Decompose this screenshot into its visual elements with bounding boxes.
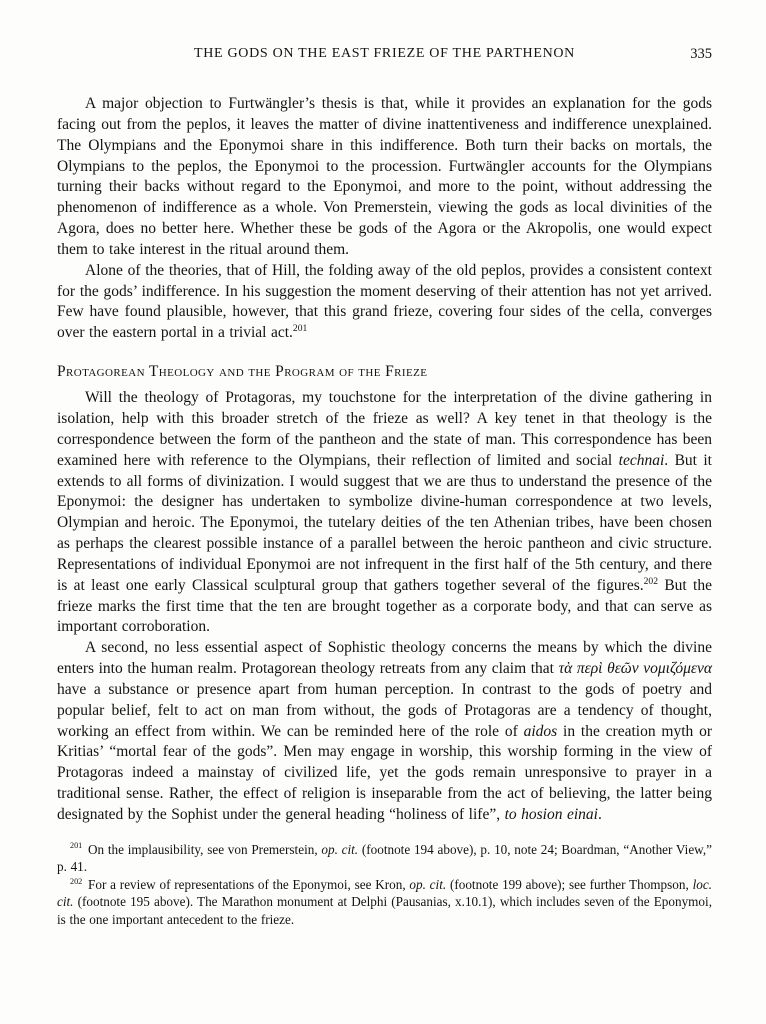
running-header-title: THE GODS ON THE EAST FRIEZE OF THE PARTHENON <box>193 46 575 61</box>
text-run: . <box>597 806 602 823</box>
text-run: On the implausibility, see von Premerstein, <box>84 841 322 857</box>
italic-text: aidos <box>523 722 558 740</box>
running-header <box>57 46 712 66</box>
text-run: (footnote 195 above). The Marathon monument at Delphi (Pausanias, x.10.1), which includes seven of the Eponymoi, is the one important antecedent to the frieze. <box>57 894 712 928</box>
italic-text: op. cit. <box>321 841 359 857</box>
paragraph <box>57 261 712 344</box>
text-run: For a review of representations of the Eponymoi, see Kron, <box>84 876 410 892</box>
footnote-number: 202 <box>70 876 83 886</box>
article-body <box>57 94 712 826</box>
italic-text: technai <box>618 451 665 469</box>
italic-text: τὰ περὶ θεῶν νομιζόμενα <box>558 660 712 678</box>
footnote-ref: 202 <box>643 575 658 587</box>
page-number: 335 <box>690 46 712 62</box>
italic-text: op. cit. <box>409 876 447 892</box>
text-run: . But it extends to all forms of divinization. I would suggest that we are thus to understand the presence of the Eponymoi: the designer has undertaken to symbolize divine-human correspondence at two levels, Olympian and heroic. The Eponymoi, the tutelary deities of the ten Athenian tribes, have been chosen as perhaps the clearest possible instance of a parallel between the heroic pantheon and civic structure. Representations of individual Eponymoi are not infrequent in the first half of the 5th century, and there is at least one early Classical sculptural group that gathers together several of the figures. <box>57 451 712 594</box>
text-run: But the frieze marks the first time that the ten are brought together as a corporate body, and that can serve as important corroboration. <box>57 576 712 636</box>
paragraph <box>57 388 712 638</box>
text-run: Will the theology of Protagoras, my touchstone for the interpretation of the divine gathering in isolation, help with this broader stretch of the frieze as well? A key tenet in that theology is the correspondence between the form of the pantheon and the state of man. This correspondence has been examined here with reference to the Olympians, their reflection of limited and social <box>57 389 712 469</box>
paragraph <box>57 94 712 261</box>
italic-text: loc. cit. <box>57 876 712 910</box>
footnote <box>57 876 712 929</box>
text-run: (footnote 199 above); see further Thompson, <box>446 876 693 892</box>
text-run: have a substance or presence apart from human perception. In contrast to the gods of poetry and popular belief, felt to act on man from without, the gods of Protagoras are a tendency of thought, working an effect from within. We can be reminded here of the role of <box>57 680 712 740</box>
italic-text: to hosion einai <box>504 806 598 823</box>
text-run: Alone of the theories, that of Hill, the folding away of the old peplos, provides a consistent context for the gods’ indifference. In his suggestion the moment deserving of their attention has not yet arrived. Few have found plausible, however, that this grand frieze, covering four sides of the cella, converges over the eastern portal in a trivial act. <box>57 261 712 342</box>
section-heading: Protagorean Theology and the Program of the Frieze <box>57 363 428 381</box>
footnote <box>57 841 712 876</box>
text-run: A major objection to Furtwängler’s thesis is that, while it provides an explanation for the gods facing out from the peplos, it leaves the matter of divine inattentiveness and indifference unexplained. The Olympians and the Eponymoi share in this indifference. Both turn their backs on mortals, the Olympians to the peplos, the Eponymoi to the procession. Furtwängler accounts for the Olympians turning their backs without regard to the Eponymoi, and more to the point, without addressing the phenomenon of indifference as a whole. Von Premerstein, viewing the gods as local divinities of the Agora, does no better here. Whether these be gods of the Agora or the Akropolis, one would expect them to take interest in the ritual around them. <box>57 95 712 258</box>
text-run: A second, no less essential aspect of Sophistic theology concerns the means by which the divine enters into the human realm. Protagorean theology retreats from any claim that <box>57 639 712 678</box>
text-run: in the creation myth or Kritias’ “mortal fear of the gods”. Men may engage in worship, this worship forming in the view of Protagoras indeed a mainstay of civilized life, yet the gods remain unresponsive to prayer in a traditional sense. Rather, the effect of religion is inseparable from the act of believing, the latter being designated by the Sophist under the general heading “holiness of life”, <box>57 722 712 823</box>
footnote-number: 201 <box>70 841 83 851</box>
text-run: (footnote 194 above), p. 10, note 24; Boardman, “Another View,” p. 41. <box>57 841 712 875</box>
footnotes <box>57 841 712 929</box>
paragraph <box>57 638 712 826</box>
footnote-ref: 201 <box>292 323 308 335</box>
